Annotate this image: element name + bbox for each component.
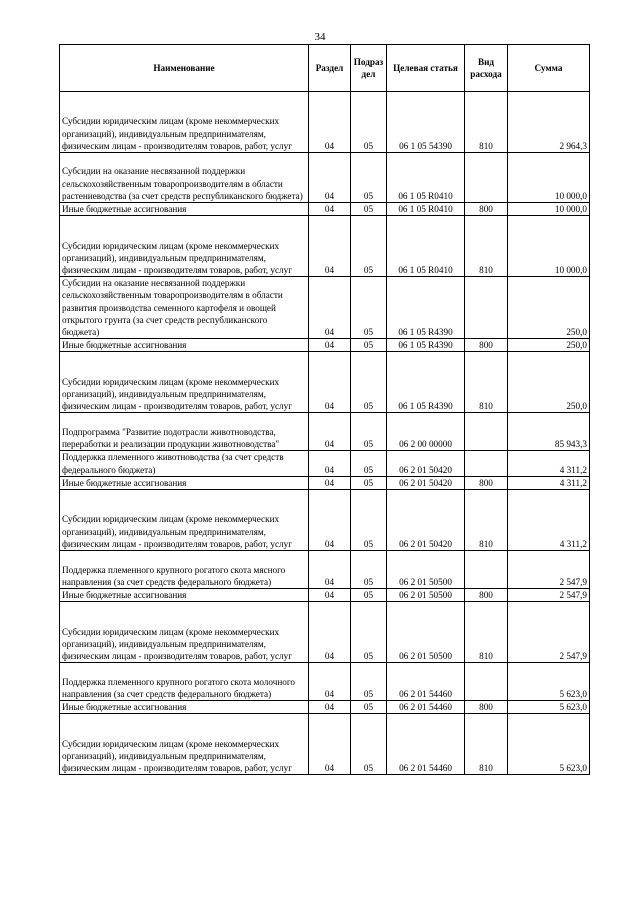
- row-section: 04: [309, 551, 351, 589]
- row-subsection: 05: [351, 451, 387, 476]
- row-name: Субсидии на оказание несвязанной поддержки сельскохозяйственным товаропроизводителям в области растениеводства (за счет средств республиканского бюджета): [60, 153, 309, 203]
- row-expense-type: [465, 413, 508, 451]
- row-subsection: 05: [351, 701, 387, 714]
- table-row: [60, 451, 590, 476]
- row-section: 04: [309, 413, 351, 451]
- row-target: 06 1 05 R0410: [387, 153, 465, 203]
- header-expense-type: Вид расхода: [465, 45, 508, 92]
- table-row: [60, 714, 590, 775]
- row-subsection: 05: [351, 339, 387, 352]
- table-row: [60, 589, 590, 602]
- row-subsection: 05: [351, 216, 387, 277]
- table-row: [60, 203, 590, 216]
- row-name: Подпрограмма "Развитие подотрасли животноводства, переработки и реализации продукции животноводства": [60, 413, 309, 451]
- row-subsection: 05: [351, 352, 387, 413]
- row-section: 04: [309, 277, 351, 339]
- row-amount: 2 547,9: [508, 589, 590, 602]
- row-target: 06 2 01 54460: [387, 663, 465, 701]
- row-expense-type: 810: [465, 216, 508, 277]
- row-section: 04: [309, 589, 351, 602]
- row-subsection: 05: [351, 602, 387, 663]
- row-expense-type: 810: [465, 602, 508, 663]
- row-section: 04: [309, 663, 351, 701]
- row-amount: 4 311,2: [508, 476, 590, 489]
- row-amount: 10 000,0: [508, 216, 590, 277]
- row-expense-type: [465, 663, 508, 701]
- row-target: 06 1 05 R4390: [387, 277, 465, 339]
- row-expense-type: 810: [465, 714, 508, 775]
- row-subsection: 05: [351, 153, 387, 203]
- row-section: 04: [309, 476, 351, 489]
- table-header-row: [60, 45, 590, 92]
- row-name: Субсидии юридическим лицам (кроме некоммерческих организаций), индивидуальным предпринимателям, физическим лицам - производителям товаров, работ, услуг: [60, 352, 309, 413]
- row-amount: 5 623,0: [508, 663, 590, 701]
- row-amount: 2 964,3: [508, 92, 590, 153]
- row-section: 04: [309, 203, 351, 216]
- row-expense-type: 800: [465, 339, 508, 352]
- row-subsection: 05: [351, 203, 387, 216]
- row-target: 06 2 01 50420: [387, 451, 465, 476]
- row-amount: 85 943,3: [508, 413, 590, 451]
- row-amount: 4 311,2: [508, 490, 590, 551]
- row-amount: 4 311,2: [508, 451, 590, 476]
- row-target: 06 2 01 54460: [387, 714, 465, 775]
- row-name: Субсидии юридическим лицам (кроме некоммерческих организаций), индивидуальным предпринимателям, физическим лицам - производителям товаров, работ, услуг: [60, 602, 309, 663]
- row-subsection: 05: [351, 663, 387, 701]
- header-target: Целевая статья: [387, 45, 465, 92]
- row-amount: 5 623,0: [508, 701, 590, 714]
- table-row: [60, 277, 590, 339]
- row-amount: 5 623,0: [508, 714, 590, 775]
- table-row: [60, 476, 590, 489]
- table-row: [60, 663, 590, 701]
- table-row: [60, 413, 590, 451]
- header-name: Наименование: [60, 45, 309, 92]
- row-amount: 2 547,9: [508, 602, 590, 663]
- table-row: [60, 701, 590, 714]
- row-expense-type: 810: [465, 490, 508, 551]
- row-section: 04: [309, 352, 351, 413]
- row-name: Субсидии на оказание несвязанной поддержки сельскохозяйственным товаропроизводителям в области развития производства семенного картофеля и овощей открытого грунта (за счет средств республиканского бюджета): [60, 277, 309, 339]
- row-subsection: 05: [351, 589, 387, 602]
- row-target: 06 2 00 00000: [387, 413, 465, 451]
- row-subsection: 05: [351, 490, 387, 551]
- header-subsection: Подраз дел: [351, 45, 387, 92]
- row-section: 04: [309, 490, 351, 551]
- row-amount: 250,0: [508, 352, 590, 413]
- row-section: 04: [309, 92, 351, 153]
- row-section: 04: [309, 339, 351, 352]
- row-section: 04: [309, 216, 351, 277]
- row-expense-type: [465, 551, 508, 589]
- row-target: 06 2 01 50420: [387, 476, 465, 489]
- row-section: 04: [309, 714, 351, 775]
- row-target: 06 2 01 50500: [387, 589, 465, 602]
- table-row: [60, 216, 590, 277]
- row-expense-type: [465, 277, 508, 339]
- row-target: 06 2 01 50500: [387, 602, 465, 663]
- row-name: Иные бюджетные ассигнования: [60, 476, 309, 489]
- row-expense-type: 810: [465, 92, 508, 153]
- table-row: [60, 339, 590, 352]
- row-expense-type: 800: [465, 589, 508, 602]
- row-name: Иные бюджетные ассигнования: [60, 589, 309, 602]
- table-row: [60, 490, 590, 551]
- row-name: Субсидии юридическим лицам (кроме некоммерческих организаций), индивидуальным предпринимателям, физическим лицам - производителям товаров, работ, услуг: [60, 92, 309, 153]
- header-amount: Сумма: [508, 45, 590, 92]
- row-subsection: 05: [351, 551, 387, 589]
- row-name: Иные бюджетные ассигнования: [60, 339, 309, 352]
- row-subsection: 05: [351, 277, 387, 339]
- row-target: 06 1 05 R4390: [387, 339, 465, 352]
- row-amount: 10 000,0: [508, 153, 590, 203]
- row-expense-type: 810: [465, 352, 508, 413]
- row-subsection: 05: [351, 476, 387, 489]
- table-row: [60, 92, 590, 153]
- row-expense-type: [465, 153, 508, 203]
- row-amount: 10 000,0: [508, 203, 590, 216]
- row-amount: 250,0: [508, 277, 590, 339]
- row-name: Поддержка племенного крупного рогатого скота мясного направления (за счет средств федерального бюджета): [60, 551, 309, 589]
- row-target: 06 2 01 50420: [387, 490, 465, 551]
- row-target: 06 1 05 R4390: [387, 352, 465, 413]
- row-expense-type: 800: [465, 476, 508, 489]
- table-row: [60, 153, 590, 203]
- row-section: 04: [309, 701, 351, 714]
- header-section: Раздел: [309, 45, 351, 92]
- table-row: [60, 551, 590, 589]
- row-name: Поддержка племенного крупного рогатого скота молочного направления (за счет средств федерального бюджета): [60, 663, 309, 701]
- row-expense-type: 800: [465, 203, 508, 216]
- row-subsection: 05: [351, 92, 387, 153]
- row-section: 04: [309, 451, 351, 476]
- row-target: 06 1 05 R0410: [387, 216, 465, 277]
- row-target: 06 2 01 50500: [387, 551, 465, 589]
- row-subsection: 05: [351, 413, 387, 451]
- row-target: 06 1 05 54390: [387, 92, 465, 153]
- row-amount: 2 547,9: [508, 551, 590, 589]
- table-row: [60, 352, 590, 413]
- budget-table: [59, 44, 590, 775]
- row-section: 04: [309, 602, 351, 663]
- row-amount: 250,0: [508, 339, 590, 352]
- row-subsection: 05: [351, 714, 387, 775]
- page-number: 34: [314, 31, 326, 43]
- row-target: 06 1 05 R0410: [387, 203, 465, 216]
- row-name: Поддержка племенного животноводства (за счет средств федерального бюджета): [60, 451, 309, 476]
- row-expense-type: [465, 451, 508, 476]
- table-row: [60, 602, 590, 663]
- row-name: Субсидии юридическим лицам (кроме некоммерческих организаций), индивидуальным предпринимателям, физическим лицам - производителям товаров, работ, услуг: [60, 216, 309, 277]
- row-target: 06 2 01 54460: [387, 701, 465, 714]
- row-section: 04: [309, 153, 351, 203]
- row-name: Иные бюджетные ассигнования: [60, 701, 309, 714]
- row-name: Субсидии юридическим лицам (кроме некоммерческих организаций), индивидуальным предпринимателям, физическим лицам - производителям товаров, работ, услуг: [60, 714, 309, 775]
- row-expense-type: 800: [465, 701, 508, 714]
- row-name: Субсидии юридическим лицам (кроме некоммерческих организаций), индивидуальным предпринимателям, физическим лицам - производителям товаров, работ, услуг: [60, 490, 309, 551]
- row-name: Иные бюджетные ассигнования: [60, 203, 309, 216]
